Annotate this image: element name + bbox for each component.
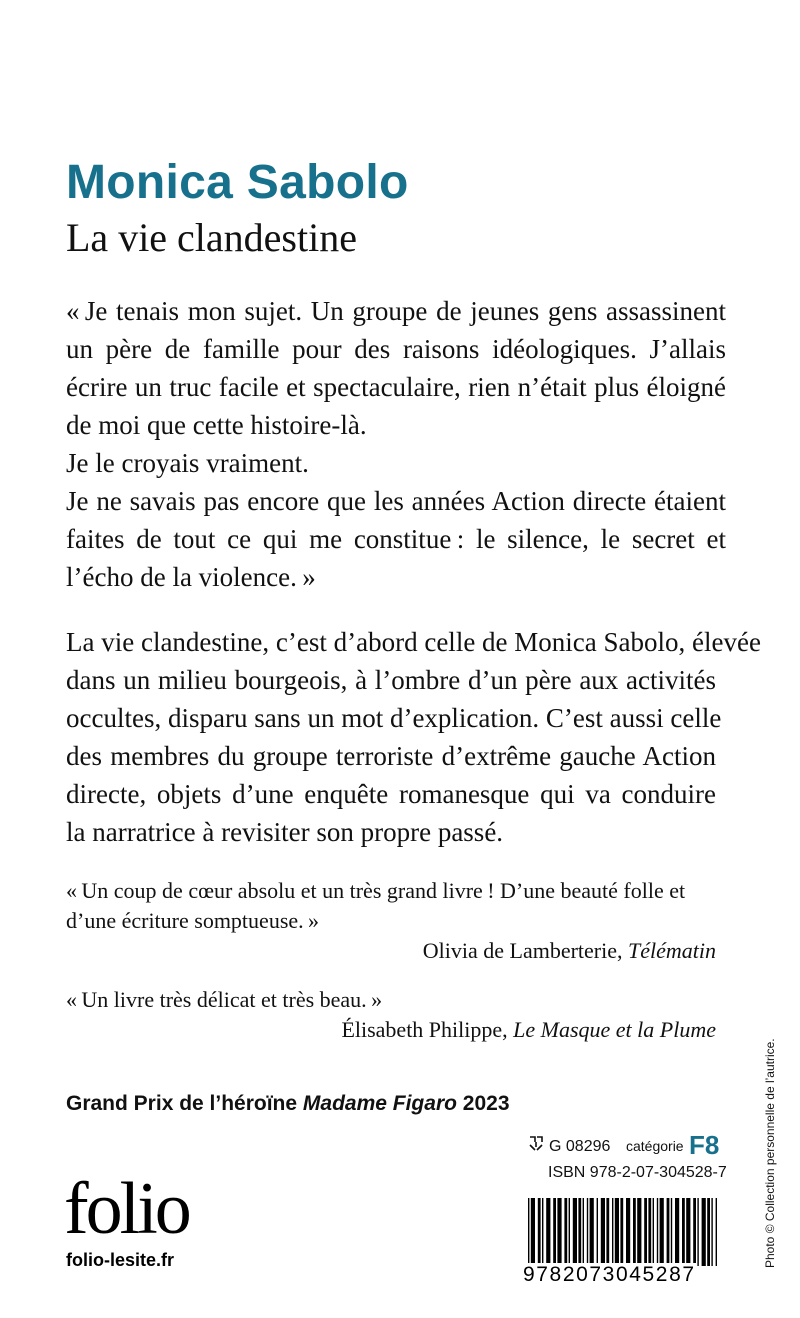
barcode-bar [697,1198,698,1266]
barcode-bar [707,1198,710,1266]
barcode-bar [531,1198,535,1266]
review-line: « Un livre très délicat et très beau. » [66,987,383,1012]
quote-line: faites de tout ce qui me constitue : le silence, le secret et [66,524,726,554]
gallimard-mark-icon [527,1135,545,1153]
review-source: Le Masque et la Plume [513,1017,716,1042]
prize-year: 2023 [462,1092,510,1115]
summary-line: occultes, disparu sans un mot d’explication. C’est aussi celle [66,703,722,733]
barcode-bar [557,1198,561,1266]
barcode-bar [615,1198,619,1266]
barcode-bar [606,1198,609,1266]
folio-logo: folio [64,1168,189,1250]
category-label: catégorie [626,1138,684,1154]
barcode-bar [675,1198,679,1266]
product-code: G 08296 [549,1138,611,1155]
barcode-bar [644,1198,647,1266]
prize-prefix: Grand Prix de l’héroïne [66,1092,298,1115]
barcode-bar [569,1198,570,1266]
barcode-bar [648,1198,651,1266]
barcode-bar [587,1198,588,1266]
product-code-line [527,1130,720,1161]
barcode-bar [612,1198,613,1266]
barcode-bar [716,1198,717,1266]
barcode-bar [590,1198,594,1266]
barcode-bar [653,1198,654,1266]
barcode-bar [693,1198,696,1266]
barcode-bar [633,1198,636,1266]
review-line: « Un coup de cœur absolu et un très grand livre ! D’une beauté folle et [66,878,686,903]
review-line: d’une écriture somptueuse. » [66,908,320,933]
photo-credit: Photo © Collection personnelle de l’autrice. [763,1038,777,1268]
barcode-bar [626,1198,630,1266]
barcode-bar [620,1198,623,1266]
barcode-bar [538,1198,541,1266]
barcode-bar [597,1198,598,1266]
prize-line [66,1090,510,1118]
press-review [66,985,716,1045]
quote-line: « Je tenais mon sujet. Un groupe de jeunes gens assassinent [66,296,726,326]
prize-magazine: Madame Figaro [302,1092,457,1115]
quote-line: de moi que cette histoire-là. [66,410,367,440]
quote-line: écrire un truc facile et spectaculaire, rien n’était plus éloigné [66,372,726,402]
publisher-website: folio-lesite.fr [66,1250,175,1270]
review-author: Olivia de Lamberterie, [422,938,623,963]
isbn: ISBN 978-2-07-304528-7 [548,1164,727,1181]
barcode-bar [578,1198,581,1266]
barcode-bar [686,1198,690,1266]
author-quote [66,292,726,596]
barcode-bar [671,1198,672,1266]
summary-line: dans un milieu bourgeois, à l’ombre d’un père aux activités [66,665,716,695]
quote-line: l’écho de la violence. » [66,562,316,592]
summary-line: des membres du groupe terroriste d’extrême gauche Action [66,741,716,771]
barcode-bar [546,1198,550,1266]
barcode-bar [528,1198,529,1266]
barcode-bar [601,1198,605,1266]
barcode-bar [583,1198,584,1266]
book-summary [66,623,761,851]
barcode-bar [553,1198,556,1266]
review-source: Télématin [628,938,716,963]
barcode-bar [667,1198,670,1266]
barcode-bar [637,1198,641,1266]
press-review [66,876,716,966]
quote-line: Je ne savais pas encore que les années Action directe étaient [66,486,726,516]
summary-line: directe, objets d’une enquête romanesque qui va conduire [66,779,716,809]
barcode-bar [564,1198,567,1266]
barcode-bar [682,1198,685,1266]
barcode-digits [522,1262,722,1288]
barcode-bar [657,1198,658,1266]
review-author: Élisabeth Philippe, [341,1017,508,1042]
summary-line: la narratrice à revisiter son propre passé. [66,817,504,847]
barcode-bar [573,1198,577,1266]
book-title: La vie clandestine [66,215,357,260]
summary-line: La vie clandestine, c’est d’abord celle de Monica Sabolo, élevée [66,627,761,657]
author-name: Monica Sabolo [66,156,409,209]
quote-line: un père de famille pour des raisons idéologiques. J’allais [66,334,726,364]
barcode-bar [702,1198,706,1266]
barcode-bar [660,1198,664,1266]
review-attribution [66,936,716,966]
price-category: F8 [689,1130,720,1160]
barcode-number: 9782073045287 [523,1263,696,1286]
barcode-bar [542,1198,543,1266]
barcode-bar [711,1198,712,1266]
quote-line: Je le croyais vraiment. [66,448,309,478]
review-attribution [66,1015,716,1045]
